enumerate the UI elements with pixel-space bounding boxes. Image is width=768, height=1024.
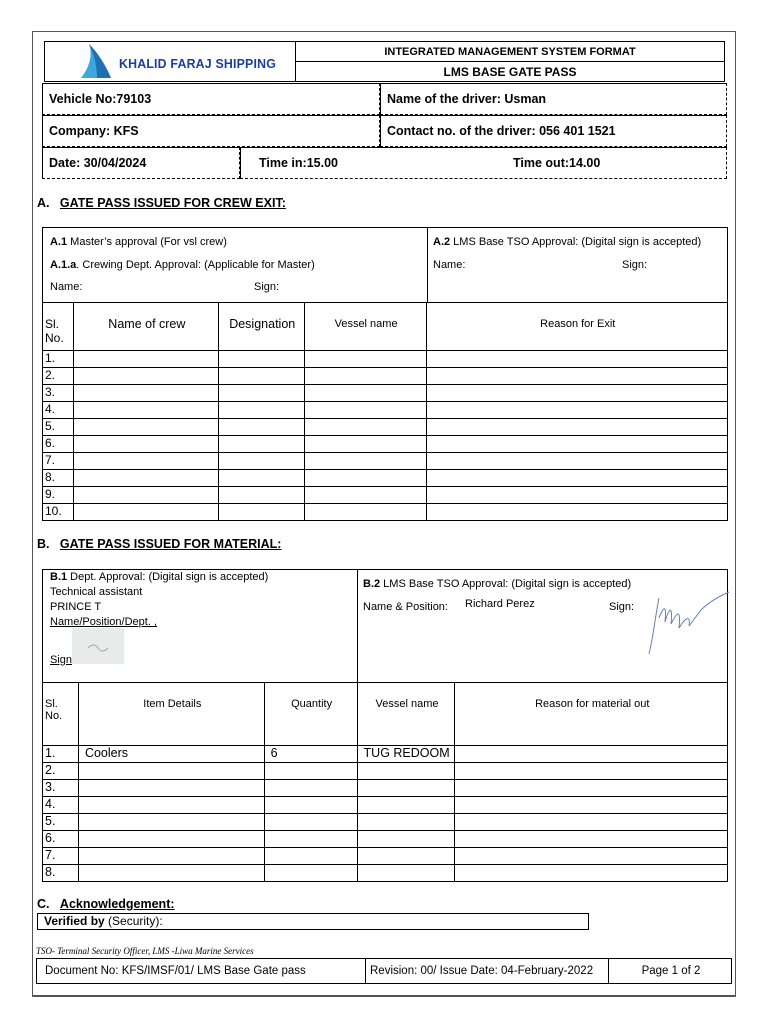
row-number: 2. <box>43 763 79 780</box>
row-number: 8. <box>43 470 74 487</box>
empty-cell <box>304 419 426 436</box>
empty-cell <box>218 385 304 402</box>
col-sl-no: Sl. No. <box>43 683 79 746</box>
table-row <box>43 814 728 831</box>
row-number: 3. <box>43 385 74 402</box>
item-details-cell <box>78 865 264 882</box>
b2-name: Richard Perez <box>465 598 535 610</box>
form-header <box>44 41 725 82</box>
empty-cell <box>426 436 728 453</box>
empty-cell <box>218 419 304 436</box>
empty-cell <box>426 470 728 487</box>
item-details-cell <box>78 848 264 865</box>
empty-cell <box>73 402 218 419</box>
verified-by-field: Verified by (Security): <box>37 913 589 930</box>
table-row <box>43 780 728 797</box>
col-name-of-crew: Name of crew <box>73 303 218 351</box>
revision-info: Revision: 00/ Issue Date: 04-February-2022 <box>366 959 609 984</box>
material-table-header <box>43 683 728 746</box>
section-b-heading: B. GATE PASS ISSUED FOR MATERIAL: <box>37 537 282 551</box>
empty-cell <box>218 436 304 453</box>
quantity-cell <box>264 763 357 780</box>
page-bottom-rule <box>32 993 736 997</box>
a1-name-label: Name: <box>50 281 83 293</box>
empty-cell <box>304 385 426 402</box>
item-details-cell <box>78 797 264 814</box>
a2-sign-label: Sign: <box>622 259 648 271</box>
vessel-name-cell <box>357 848 455 865</box>
empty-cell <box>426 368 728 385</box>
section-c-heading: C. Acknowledgement: <box>37 897 175 911</box>
col-reason-material-out: Reason for material out <box>455 683 728 746</box>
empty-cell <box>218 453 304 470</box>
empty-cell <box>304 351 426 368</box>
col-quantity: Quantity <box>264 683 357 746</box>
empty-cell <box>73 436 218 453</box>
b1-name: PRINCE T <box>50 601 102 613</box>
vessel-name-cell <box>357 797 455 814</box>
b2-signature <box>641 588 731 658</box>
empty-cell <box>218 351 304 368</box>
reason-cell <box>455 763 728 780</box>
row-number: 5. <box>43 419 74 436</box>
section-b-approvals <box>42 569 728 683</box>
row-number: 1. <box>43 746 79 763</box>
table-row <box>43 831 728 848</box>
vessel-name-cell <box>357 865 455 882</box>
table-row <box>43 402 728 419</box>
table-row <box>43 504 728 521</box>
vessel-name-cell <box>357 831 455 848</box>
empty-cell <box>426 504 728 521</box>
vessel-name-cell <box>357 780 455 797</box>
vessel-name-cell: TUG REDOOM <box>357 746 455 763</box>
table-row <box>43 763 728 780</box>
item-details-cell <box>78 763 264 780</box>
a1-label: A.1 Master’s approval (For vsl crew) <box>50 236 227 248</box>
col-designation: Designation <box>218 303 304 351</box>
empty-cell <box>426 351 728 368</box>
empty-cell <box>426 419 728 436</box>
table-row <box>43 385 728 402</box>
row-number: 10. <box>43 504 74 521</box>
quantity-cell <box>264 865 357 882</box>
item-details-cell <box>78 831 264 848</box>
row-number: 4. <box>43 402 74 419</box>
quantity-cell <box>264 814 357 831</box>
a1-sign-label: Sign: <box>254 281 280 293</box>
empty-cell <box>73 419 218 436</box>
table-row <box>43 797 728 814</box>
quantity-cell <box>264 797 357 814</box>
quantity-cell <box>264 848 357 865</box>
a2-name-label: Name: <box>433 259 466 271</box>
col-item-details: Item Details <box>78 683 264 746</box>
table-row <box>43 865 728 882</box>
table-row <box>43 470 728 487</box>
empty-cell <box>426 402 728 419</box>
empty-cell <box>73 385 218 402</box>
date-field: Date: 30/04/2024 <box>42 147 240 179</box>
time-out: Time out:14.00 <box>513 156 601 170</box>
empty-cell <box>304 402 426 419</box>
row-number: 7. <box>43 453 74 470</box>
company-field: Company: KFS <box>42 115 380 147</box>
reason-cell <box>455 831 728 848</box>
empty-cell <box>73 453 218 470</box>
b2-sign-label: Sign: <box>609 601 635 613</box>
col-vessel-name: Vessel name <box>357 683 455 746</box>
reason-cell <box>455 848 728 865</box>
form-title: LMS BASE GATE PASS <box>296 61 724 81</box>
vessel-name-cell <box>357 814 455 831</box>
section-b-title: GATE PASS ISSUED FOR MATERIAL: <box>59 537 282 551</box>
empty-cell <box>218 487 304 504</box>
a2-label: A.2 LMS Base TSO Approval: (Digital sign is accepted) <box>433 236 702 248</box>
b1-signature-image <box>72 628 124 664</box>
company-name: KHALID FARAJ SHIPPING <box>119 56 277 71</box>
time-in: Time in:15.00 <box>259 156 338 170</box>
driver-name-field: Name of the driver: Usman <box>380 83 727 115</box>
vehicle-field: Vehicle No:79103 <box>42 83 380 115</box>
empty-cell <box>426 453 728 470</box>
table-row <box>43 419 728 436</box>
system-title: INTEGRATED MANAGEMENT SYSTEM FORMAT <box>384 45 636 58</box>
empty-cell <box>304 487 426 504</box>
section-c-title: Acknowledgement: <box>59 897 175 911</box>
row-number: 1. <box>43 351 74 368</box>
b1-label: B.1 Dept. Approval: (Digital sign is accepted) <box>50 571 269 583</box>
row-number: 4. <box>43 797 79 814</box>
driver-contact-field: Contact no. of the driver: 056 401 1521 <box>380 115 727 147</box>
material-table <box>42 682 728 882</box>
row-number: 6. <box>43 831 79 848</box>
empty-cell <box>218 504 304 521</box>
reason-cell <box>455 780 728 797</box>
empty-cell <box>304 436 426 453</box>
section-a-approvals <box>42 227 728 303</box>
page-number: Page 1 of 2 <box>609 959 732 984</box>
empty-cell <box>218 470 304 487</box>
col-reason-for-exit: Reason for Exit <box>426 303 728 351</box>
item-details-cell <box>78 814 264 831</box>
empty-cell <box>73 504 218 521</box>
empty-cell <box>426 385 728 402</box>
item-details-cell <box>78 780 264 797</box>
row-number: 8. <box>43 865 79 882</box>
row-number: 2. <box>43 368 74 385</box>
b1-name-position-dept-label: Name/Position/Dept. , <box>50 616 157 628</box>
vessel-name-cell <box>357 763 455 780</box>
quantity-cell: 6 <box>264 746 357 763</box>
empty-cell <box>73 470 218 487</box>
reason-cell <box>455 865 728 882</box>
table-row <box>43 436 728 453</box>
item-details-cell: Coolers <box>78 746 264 763</box>
company-logo <box>45 42 296 81</box>
col-vessel-name: Vessel name <box>304 303 426 351</box>
document-number: Document No: KFS/IMSF/01/ LMS Base Gate pass <box>37 959 366 984</box>
b2-name-position-label: Name & Position: <box>363 601 448 613</box>
b1-sign-label: Sign <box>50 654 73 666</box>
section-a-heading: A. GATE PASS ISSUED FOR CREW EXIT: <box>37 196 286 210</box>
reason-cell <box>455 797 728 814</box>
row-number: 5. <box>43 814 79 831</box>
quantity-cell <box>264 780 357 797</box>
footnote: TSO- Terminal Security Officer, LMS -Liwa Marine Services <box>36 946 254 956</box>
table-row <box>43 848 728 865</box>
section-a-title: GATE PASS ISSUED FOR CREW EXIT: <box>59 196 286 210</box>
crew-table-header <box>43 303 728 351</box>
reason-cell <box>455 814 728 831</box>
table-row <box>43 453 728 470</box>
empty-cell <box>218 402 304 419</box>
empty-cell <box>73 351 218 368</box>
table-row <box>43 487 728 504</box>
time-row <box>240 147 727 179</box>
empty-cell <box>304 504 426 521</box>
a1a-label: A.1.a. Crewing Dept. Approval: (Applicable for Master) <box>50 259 315 271</box>
b1-position: Technical assistant <box>50 586 143 598</box>
row-number: 7. <box>43 848 79 865</box>
document-footer <box>36 958 732 984</box>
table-row <box>43 368 728 385</box>
empty-cell <box>426 487 728 504</box>
table-row <box>43 746 728 763</box>
table-row <box>43 351 728 368</box>
row-number: 6. <box>43 436 74 453</box>
crew-table <box>42 302 728 521</box>
empty-cell <box>304 470 426 487</box>
quantity-cell <box>264 831 357 848</box>
row-number: 3. <box>43 780 79 797</box>
empty-cell <box>73 368 218 385</box>
reason-cell <box>455 746 728 763</box>
empty-cell <box>304 368 426 385</box>
empty-cell <box>73 487 218 504</box>
b2-label: B.2 LMS Base TSO Approval: (Digital sign is accepted) <box>363 578 632 590</box>
empty-cell <box>218 368 304 385</box>
col-sl-no: Sl. No. <box>43 303 74 351</box>
empty-cell <box>304 453 426 470</box>
row-number: 9. <box>43 487 74 504</box>
